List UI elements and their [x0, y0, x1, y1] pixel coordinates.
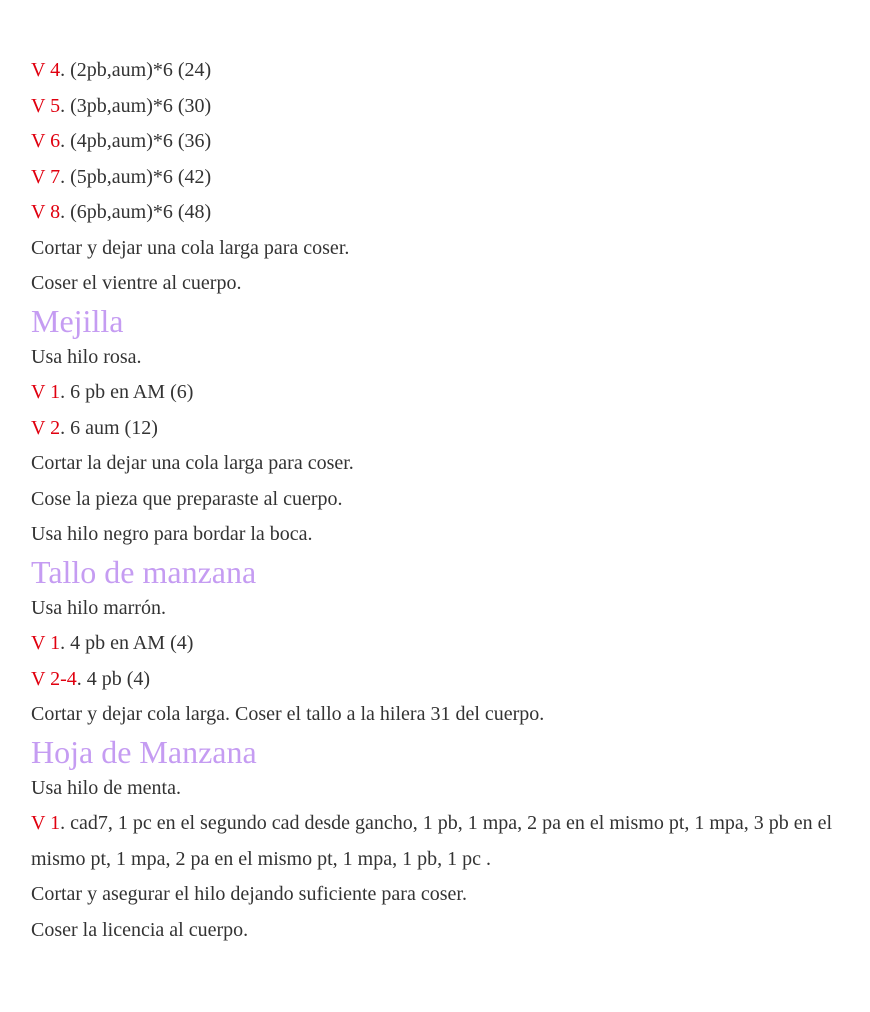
round-line: [31, 375, 841, 411]
section-heading-tallo: Tallo de manzana: [31, 553, 257, 590]
round-label: V 2: [31, 416, 61, 439]
round-label: V 4: [31, 59, 61, 81]
round-line: [31, 53, 841, 89]
round-text: . (6pb,aum)*6 (48): [60, 201, 212, 223]
instruction-note: Coser el vientre al cuerpo.: [31, 272, 242, 294]
instruction-note: Coser la licencia al cuerpo.: [31, 918, 249, 941]
round-line: [31, 124, 841, 160]
instruction-note: Cortar y asegurar el hilo dejando suficiente para coser.: [31, 883, 467, 905]
yarn-intro: Usa hilo de menta.: [31, 776, 181, 799]
round-line: [31, 89, 841, 125]
round-line: [31, 662, 841, 698]
round-text: . 6 pb en AM (6): [60, 381, 194, 403]
instruction-note: Cortar y dejar cola larga. Coser el tallo a la hilera 31 del cuerpo.: [31, 703, 545, 725]
round-label: V 1: [31, 381, 61, 403]
round-text: . (2pb,aum)*6 (24): [60, 59, 212, 81]
round-line: [31, 160, 841, 196]
round-label: V 1: [31, 632, 61, 654]
pattern-document: [31, 53, 841, 948]
yarn-intro: Usa hilo rosa.: [31, 345, 142, 368]
round-text: . 6 aum (12): [60, 416, 158, 439]
round-line: [31, 806, 841, 877]
section-heading-hoja: Hoja de Manzana: [31, 733, 257, 770]
instruction-note: Cortar la dejar una cola larga para coser.: [31, 452, 354, 474]
instruction-note: Usa hilo negro para bordar la boca.: [31, 523, 313, 545]
yarn-intro: Usa hilo marrón.: [31, 596, 166, 619]
round-text: . (5pb,aum)*6 (42): [60, 165, 212, 188]
section-heading-mejilla: Mejilla: [31, 302, 124, 339]
round-label: V 2-4: [31, 667, 77, 690]
round-label: V 8: [31, 201, 61, 223]
round-line: [31, 195, 841, 231]
round-text: . (4pb,aum)*6 (36): [60, 130, 212, 152]
round-line: [31, 626, 841, 662]
round-text: . 4 pb en AM (4): [60, 632, 194, 654]
round-text: . cad7, 1 pc en el segundo cad desde gancho, 1 pb, 1 mpa, 2 pa en el mismo pt, 1 mpa, 3 pb en el mismo pt, 1 mpa, 2 pa en el mismo pt, 1 mpa, 1 pb, 1 pc .: [31, 812, 833, 870]
round-label: V 1: [31, 812, 61, 834]
round-line: [31, 411, 841, 447]
round-label: V 5: [31, 94, 61, 117]
instruction-note: Cortar y dejar una cola larga para coser.: [31, 236, 350, 259]
round-text: . (3pb,aum)*6 (30): [60, 94, 212, 117]
instruction-note: Cose la pieza que preparaste al cuerpo.: [31, 487, 343, 510]
round-text: . 4 pb (4): [76, 667, 151, 690]
round-label: V 6: [31, 130, 61, 152]
round-label: V 7: [31, 165, 61, 188]
